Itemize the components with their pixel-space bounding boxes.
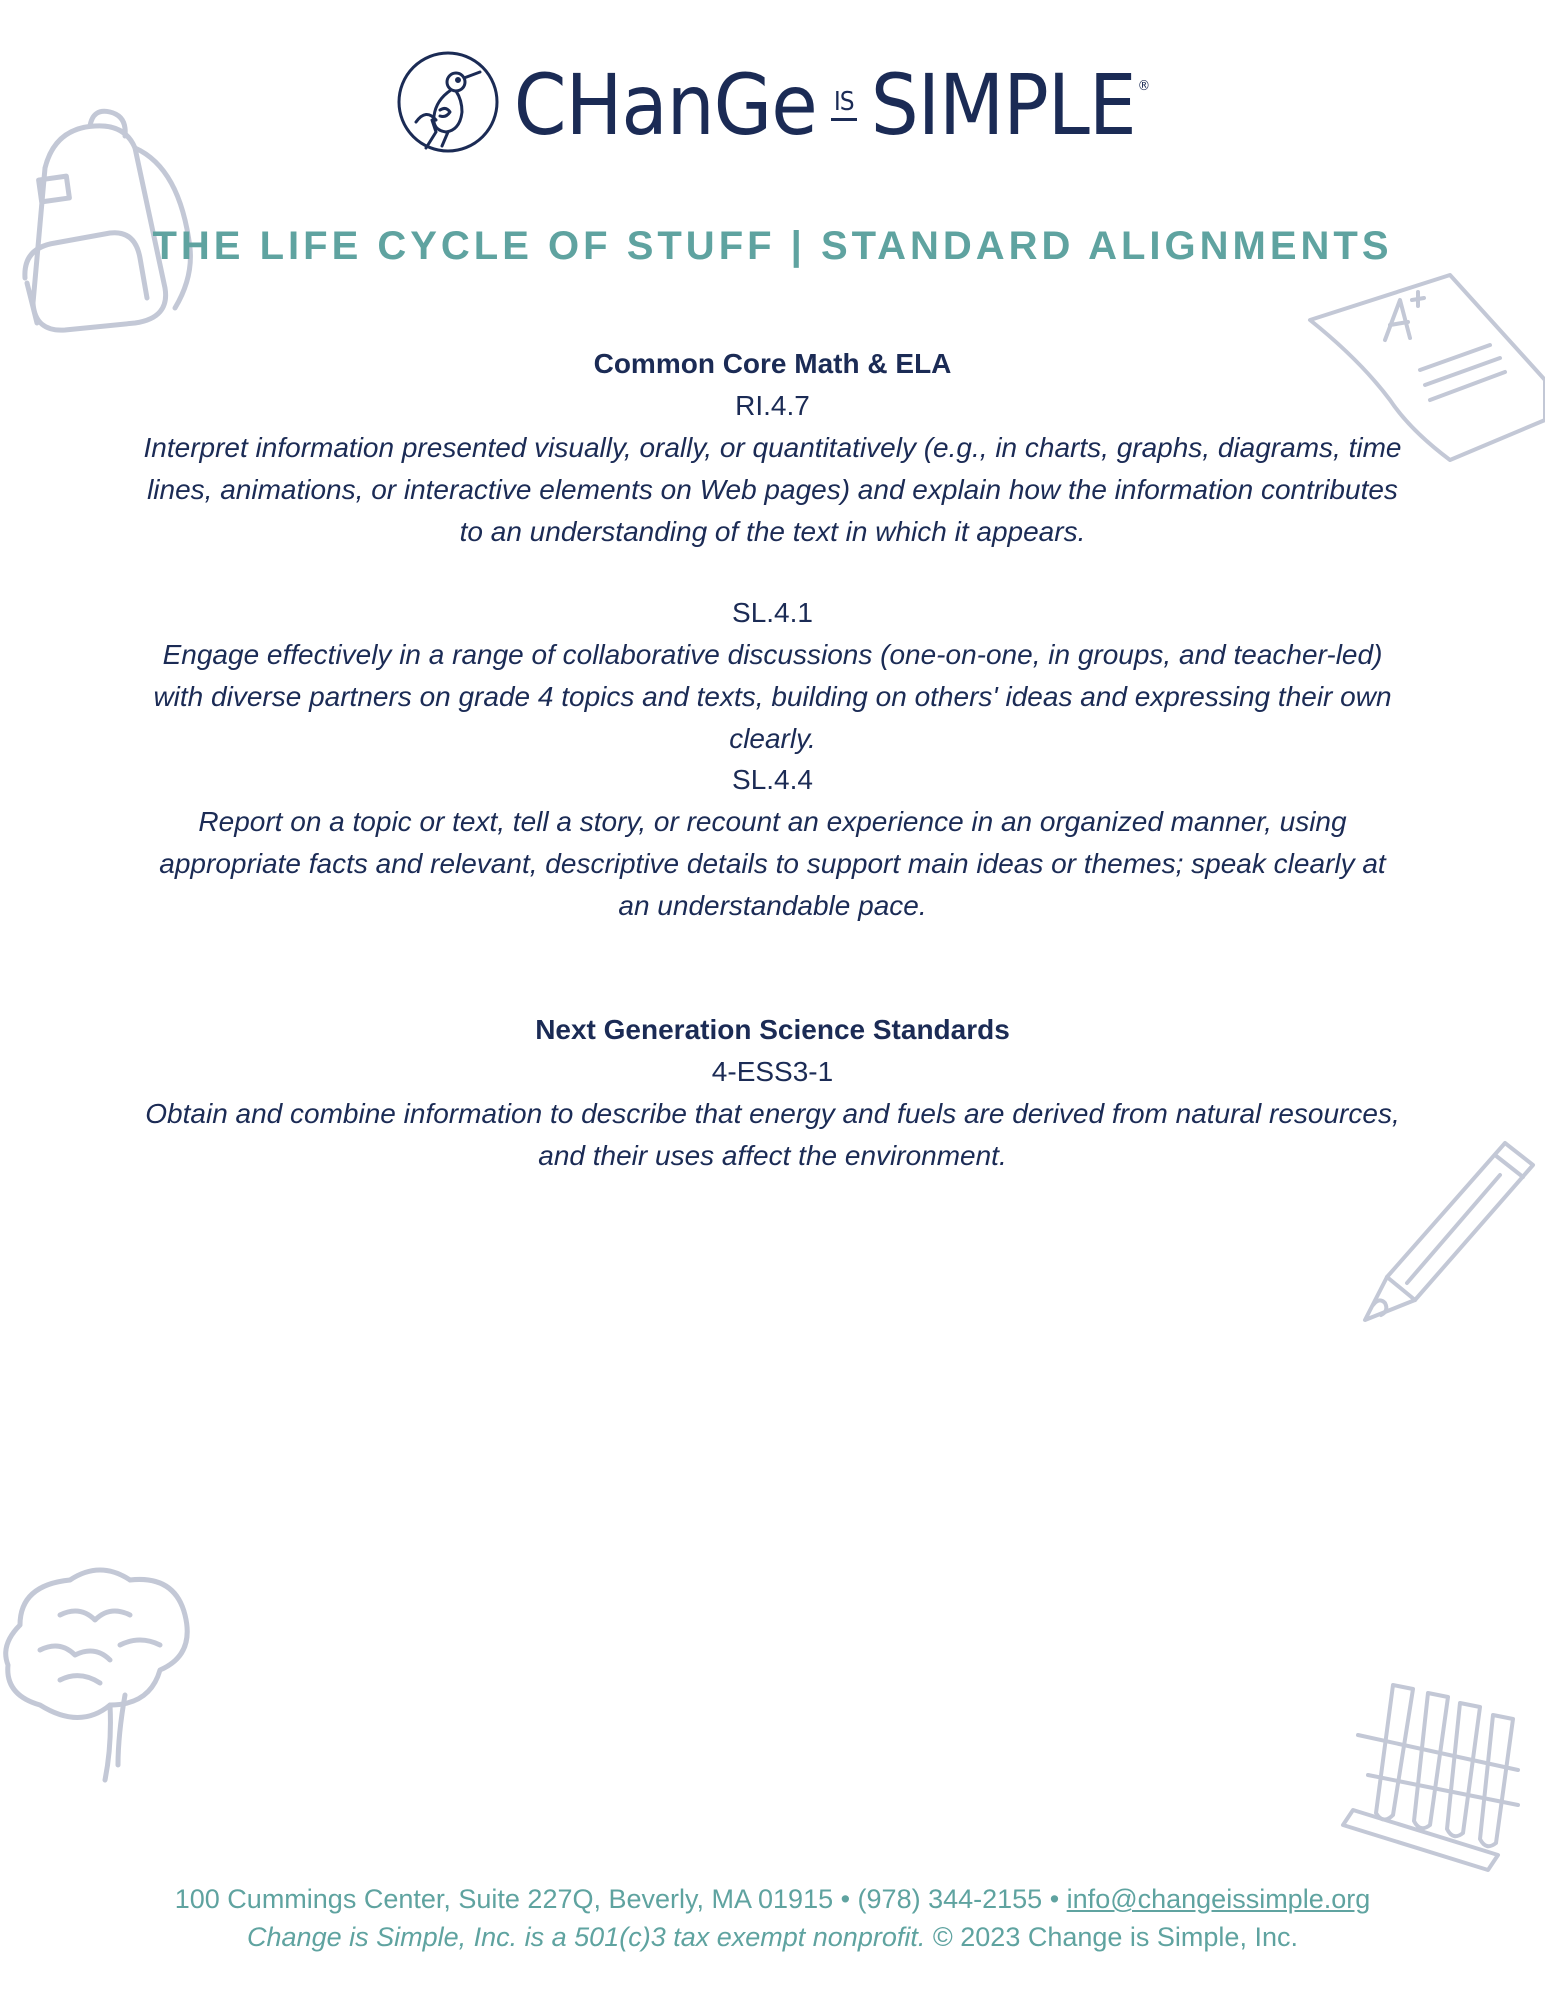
brand-word-change: CHanGe	[513, 55, 817, 154]
brand-wordmark	[513, 55, 1150, 154]
page-title: THE LIFE CYCLE OF STUFF | STANDARD ALIGNMENTS	[152, 224, 1393, 268]
footer-address: 100 Cummings Center, Suite 227Q, Beverly, MA 01915 • (978) 344-2155 •	[174, 1884, 1060, 1914]
standard-description: Report on a topic or text, tell a story, or recount an experience in an organized manner, using appropriate facts and relevant, descriptive details to support main ideas or themes; speak clearly at an understandable pace.	[159, 806, 1386, 921]
standard-code: SL.4.4	[732, 764, 813, 795]
section-heading: Common Core Math & ELA	[593, 348, 952, 379]
footer-legal-line	[0, 1918, 1545, 1956]
standard-block	[140, 759, 1405, 927]
brain-icon	[0, 1555, 195, 1785]
common-core-section	[140, 343, 1405, 553]
email-link[interactable]: info@changeissimple.org	[1066, 1884, 1371, 1914]
brand-word-is: IS	[831, 89, 857, 121]
standard-description: Obtain and combine information to describe that energy and fuels are derived from natural resources, and their uses affect the environment.	[145, 1098, 1400, 1171]
standard-code: RI.4.7	[735, 390, 810, 421]
nonprofit-statement: Change is Simple, Inc. is a 501(c)3 tax exempt nonprofit.	[247, 1922, 926, 1952]
test-tubes-icon	[1338, 1675, 1538, 1875]
brand-logo	[0, 50, 1545, 159]
brand-word-simple: SIMPLE	[870, 55, 1136, 154]
footer	[0, 1880, 1545, 1956]
ngss-section	[140, 1009, 1405, 1177]
copyright: © 2023 Change is Simple, Inc.	[932, 1922, 1298, 1952]
registered-mark: ®	[1137, 77, 1150, 94]
standard-description: Interpret information presented visually, orally, or quantitatively (e.g., in charts, graphs, diagrams, time lines, animations, or interactive elements on Web pages) and explain how the information contributes to an understanding of the text in which it appears.	[143, 432, 1402, 547]
standard-code: SL.4.1	[732, 597, 813, 628]
standard-block	[140, 592, 1405, 760]
section-heading: Next Generation Science Standards	[535, 1014, 1010, 1045]
standard-code: 4-ESS3-1	[711, 1056, 834, 1087]
bird-logo-icon	[396, 50, 500, 159]
standard-description: Engage effectively in a range of collaborative discussions (one-on-one, in groups, and teacher-led) with diverse partners on grade 4 topics and texts, building on others' ideas and expressing their own clearly.	[153, 639, 1392, 754]
footer-contact-line	[0, 1880, 1545, 1918]
